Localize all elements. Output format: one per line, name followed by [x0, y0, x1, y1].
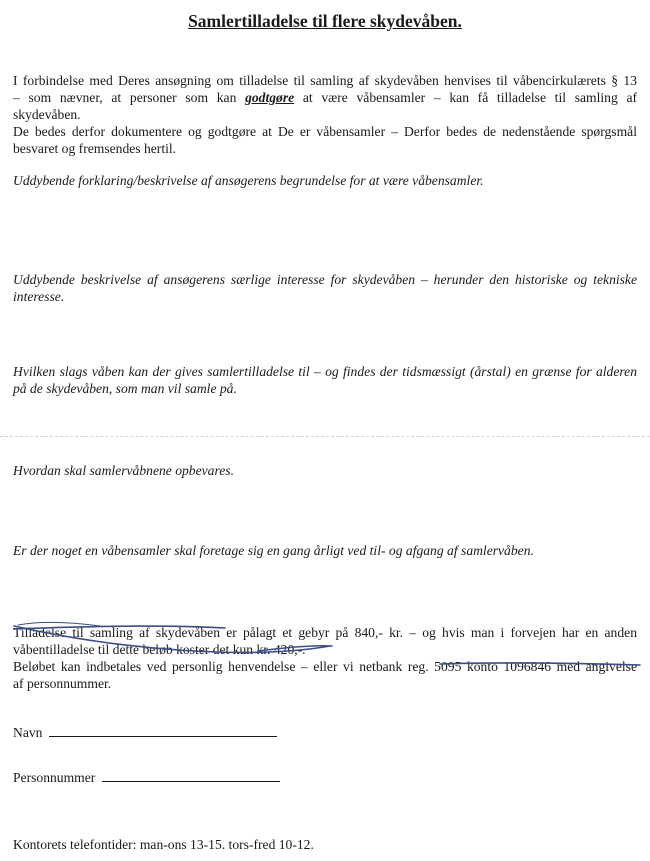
fee-line-2: våbentilladelse til dette beløb koster det kun kr. 420,-.	[13, 642, 306, 657]
intro-line-3: skydevåben.	[13, 107, 81, 122]
fee-line-4: af personnummer.	[13, 676, 112, 691]
cpr-label: Personnummer	[13, 770, 96, 785]
name-input-line[interactable]	[49, 724, 277, 737]
intro-line-2-before: – som nævner, at personer som kan	[13, 90, 237, 105]
cpr-input-line[interactable]	[102, 769, 280, 782]
question-5: Er der noget en våbensamler skal foretage sig en gang årligt ved til- og afgang af samlervåben.	[13, 543, 534, 558]
fee-line-3: Beløbet kan indbetales ved personlig henvendelse – eller vi netbank reg. 5095 konto 1096846 med angivelse	[13, 659, 637, 674]
cpr-field[interactable]	[13, 769, 280, 786]
intro-line-4: De bedes derfor dokumentere og godtgøre at De er våbensamler – Derfor bedes de nedenstående spørgsmål	[13, 124, 637, 139]
intro-line-5: besvaret og fremsendes hertil.	[13, 141, 177, 156]
office-hours: Kontorets telefontider: man-ons 13-15. tors-fred 10-12.	[13, 837, 314, 852]
document-title: Samlertilladelse til flere skydevåben.	[188, 11, 462, 31]
intro-line-2-after: at være våbensamler – kan få tilladelse til samling af	[302, 90, 638, 105]
question-1: Uddybende forklaring/beskrivelse af ansøgerens begrundelse for at være våbensamler.	[13, 173, 484, 188]
intro-line-1: I forbindelse med Deres ansøgning om tilladelse til samling af skydevåben henvises til våbencirkulærets § 13	[13, 73, 637, 88]
fee-line-1: Tilladelse til samling af skydevåben er pålagt et gebyr på 840,- kr. – og hvis man i forvejen har en anden	[13, 625, 637, 640]
question-4: Hvordan skal samlervåbnene opbevares.	[13, 463, 234, 478]
scan-fold-line	[0, 436, 650, 437]
name-field[interactable]	[13, 724, 277, 741]
name-label: Navn	[13, 725, 43, 740]
intro-emphasis-godtgore: godtgøre	[245, 90, 295, 105]
intro-line-2	[13, 89, 637, 106]
question-2: Uddybende beskrivelse af ansøgerens særlige interesse for skydevåben – herunder den historiske og tekniske interesse.	[13, 272, 637, 304]
question-3: Hvilken slags våben kan der gives samlertilladelse til – og findes der tidsmæssigt (årstal) en grænse for alderen på de skydevåben, som man vil samle på.	[13, 364, 637, 396]
